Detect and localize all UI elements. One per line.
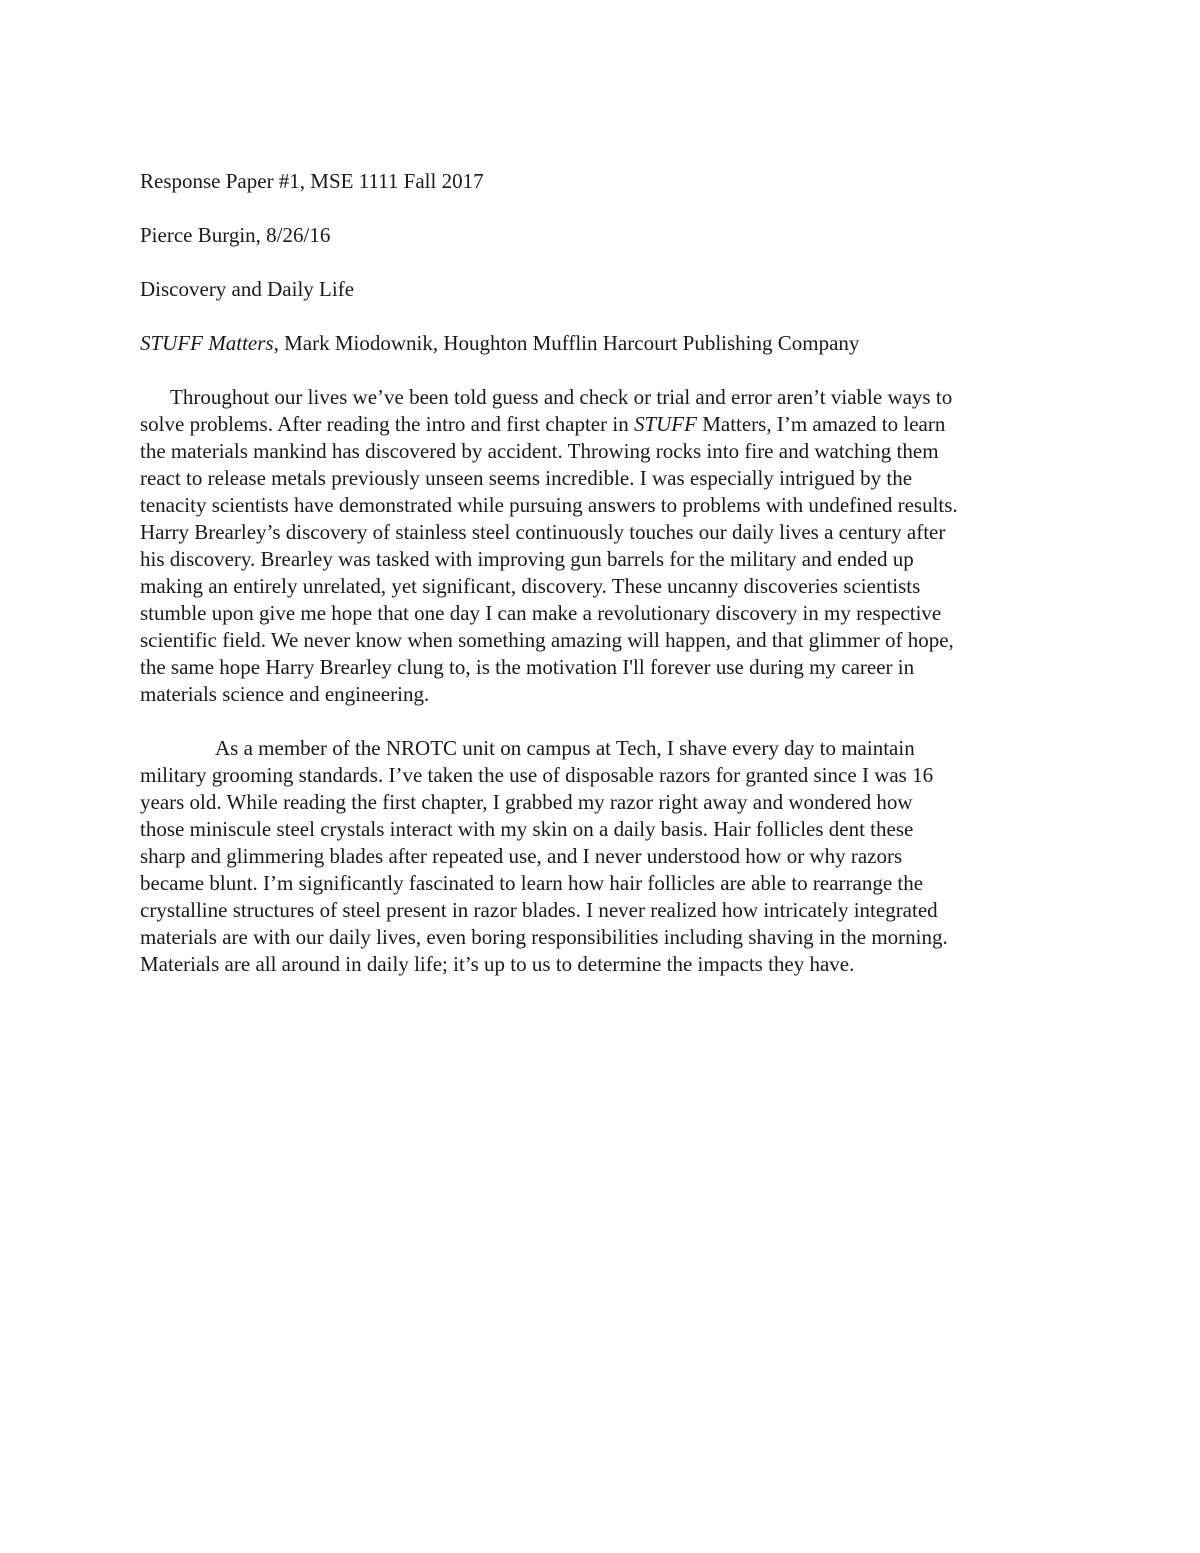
- paragraph-line: crystalline structures of steel present in razor blades. I never realized how intricately integrated: [140, 898, 938, 922]
- source-title: STUFF Matters: [140, 331, 274, 355]
- line-segment: Matters, I’m amazed to learn: [696, 412, 946, 436]
- paragraph-line: materials science and engineering.: [140, 682, 430, 706]
- paragraph-line: react to release metals previously unseen seems incredible. I was especially intrigued by the: [140, 466, 913, 490]
- source-details: , Mark Miodownik, Houghton Mufflin Harcourt Publishing Company: [273, 331, 860, 355]
- paragraph-line: the materials mankind has discovered by accident. Throwing rocks into fire and watching them: [140, 439, 939, 463]
- paragraph-line: Materials are all around in daily life; it’s up to us to determine the impacts they have.: [140, 952, 855, 976]
- topic-line: Discovery and Daily Life: [140, 277, 355, 301]
- paragraph-line: military grooming standards. I’ve taken the use of disposable razors for granted since I was 16: [140, 763, 934, 787]
- paragraph-line: materials are with our daily lives, even boring responsibilities including shaving in the morning.: [140, 925, 948, 949]
- paragraph-line: Throughout our lives we’ve been told guess and check or trial and error aren’t viable ways to: [170, 385, 953, 409]
- paragraph-1: [140, 384, 1060, 708]
- paragraph-line: making an entirely unrelated, yet significant, discovery. These uncanny discoveries scientists: [140, 574, 921, 598]
- paragraph-line: sharp and glimmering blades after repeated use, and I never understood how or why razors: [140, 844, 903, 868]
- paragraph-2: [140, 735, 1060, 978]
- paragraph-line: stumble upon give me hope that one day I can make a revolutionary discovery in my respective: [140, 601, 942, 625]
- line-segment: solve problems. After reading the intro and first chapter in: [140, 412, 634, 436]
- paragraph-line: tenacity scientists have demonstrated while pursuing answers to problems with undefined results.: [140, 493, 958, 517]
- paragraph-line: the same hope Harry Brearley clung to, is the motivation I'll forever use during my career in: [140, 655, 915, 679]
- paragraph-line: years old. While reading the first chapter, I grabbed my razor right away and wondered how: [140, 790, 913, 814]
- source-line: [140, 330, 1060, 357]
- book-title-inline: STUFF: [633, 412, 697, 436]
- paragraph-line: [140, 411, 1060, 438]
- paragraph-line: his discovery. Brearley was tasked with improving gun barrels for the military and ended up: [140, 547, 914, 571]
- paragraph-line: those miniscule steel crystals interact with my skin on a daily basis. Hair follicles dent these: [140, 817, 914, 841]
- title-line: Response Paper #1, MSE 1111 Fall 2017: [140, 169, 484, 193]
- paragraph-line: scientific field. We never know when something amazing will happen, and that glimmer of hope,: [140, 628, 954, 652]
- author-line: Pierce Burgin, 8/26/16: [140, 223, 331, 247]
- paragraph-line: became blunt. I’m significantly fascinated to learn how hair follicles are able to rearrange the: [140, 871, 924, 895]
- document-content: [140, 168, 1060, 1005]
- paragraph-line: Harry Brearley’s discovery of stainless steel continuously touches our daily lives a century after: [140, 520, 946, 544]
- paragraph-line: As a member of the NROTC unit on campus at Tech, I shave every day to maintain: [215, 736, 915, 760]
